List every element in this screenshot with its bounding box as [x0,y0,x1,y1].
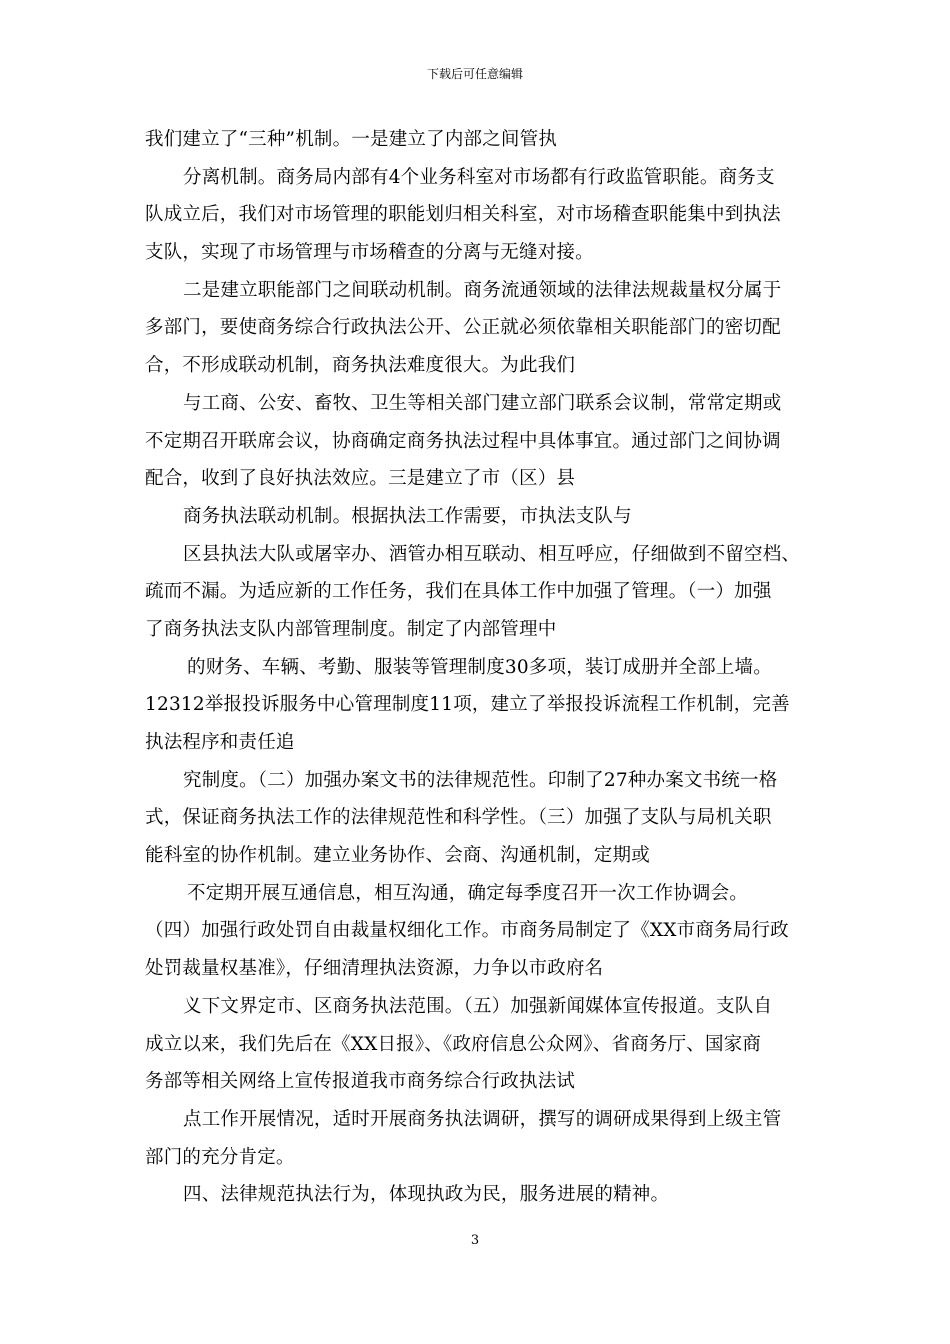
text-line: 成立以来，我们先后在《XX日报》、《政府信息公众网》、省商务厅、国家商 [145,1033,762,1055]
text-line: 执法程序和责任追 [145,732,295,753]
text-line: 的财务、车辆、考勤、服装等管理制度30多项，装订成册并全部上墙。 [187,656,772,678]
text-line: 处罚裁量权基准》，仔细清理执法资源，力争以市政府名 [145,958,604,980]
document-body [145,121,810,1214]
text-line: 四、法律规范执法行为，体现执政为民，服务进展的精神。 [183,1184,670,1206]
page-header: 下载后可任意编辑 [426,67,523,81]
text-line: 究制度。（二）加强办案文书的法律规范性。印制了27种办案文书统一格 [183,769,778,791]
text-line: 部门的充分肯定。 [145,1146,295,1168]
text-line: 区县执法大队或屠宰办、酒管办相互联动、相互呼应，仔细做到不留空档、 [183,543,801,565]
text-line: 与工商、公安、畜牧、卫生等相关部门建立部门联系会议制，常常定期或 [183,392,782,414]
text-line: 合，不形成联动机制，商务执法难度很大。为此我们 [145,355,576,377]
text-line: 能科室的协作机制。建立业务协作、会商、沟通机制，定期或 [145,845,650,867]
text-line: 点工作开展情况，适时开展商务执法调研，撰写的调研成果得到上级主管 [183,1108,782,1130]
text-line: 不定期开展互通信息，相互沟通，确定每季度召开一次工作协调会。 [187,882,749,904]
text-line: 务部等相关网络上宣传报道我市商务综合行政执法试 [145,1071,576,1093]
text-line: 二是建立职能部门之间联动机制。商务流通领域的法律法规裁量权分属于 [183,279,782,301]
text-line: 队成立后，我们对市场管理的职能划归相关科室，对市场稽查职能集中到执法 [145,204,781,226]
text-line: 分离机制。商务局内部有4个业务科室对市场都有行政监管职能。商务支 [183,166,775,188]
text-line: 支队，实现了市场管理与市场稽查的分离与无缝对接。 [145,242,594,264]
text-line: 我们建立了“三种”机制。一是建立了内部之间管执 [145,129,558,150]
text-line: 配合，收到了良好执法效应。三是建立了市（区）县 [145,468,576,490]
page-number: 3 [470,1233,480,1248]
text-line: 疏而不漏。为适应新的工作任务，我们在具体工作中加强了管理。（一）加强 [145,581,772,603]
text-line: 式，保证商务执法工作的法律规范性和科学性。（三）加强了支队与局机关职 [145,807,772,829]
text-line: 多部门，要使商务综合行政执法公开、公正就必须依靠相关职能部门的密切配 [145,317,781,339]
text-line: 12312举报投诉服务中心管理制度11项，建立了举报投诉流程工作机制，完善 [145,694,790,716]
text-line: 义下文界定市、区商务执法范围。（五）加强新闻媒体宣传报道。支队自 [183,995,773,1017]
text-line: 商务执法联动机制。根据执法工作需要，市执法支队与 [183,505,632,527]
text-line: （四）加强行政处罚自由裁量权细化工作。市商务局制定了《XX市商务局行政 [145,920,789,942]
text-line: 了商务执法支队内部管理制度。制定了内部管理中 [145,618,557,640]
text-line: 不定期召开联席会议，协商确定商务执法过程中具体事宜。通过部门之间协调 [145,430,781,452]
